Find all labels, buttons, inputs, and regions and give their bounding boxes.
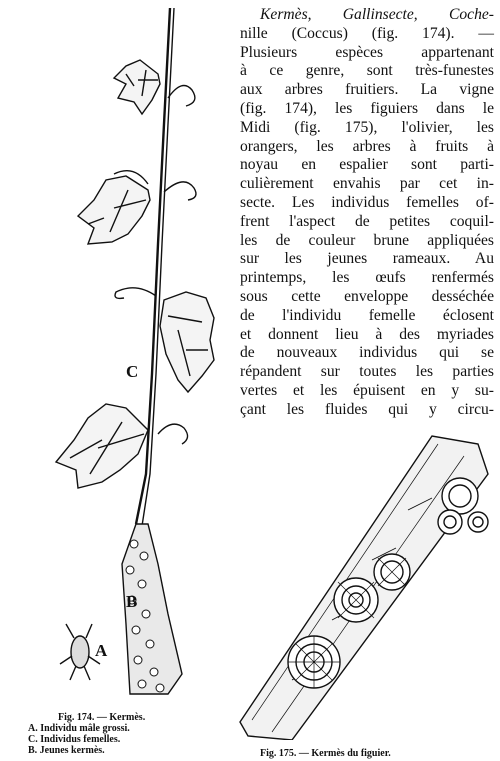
figure-174-caption-line-b: B. Jeunes kermès. xyxy=(28,745,105,756)
body-line: de l'individu femelle éclosent xyxy=(240,306,494,324)
figure-label-a: A xyxy=(95,641,108,660)
body-line: vertes et les épuisent en y su- xyxy=(240,381,494,399)
body-line: les de couleur brune appliquées xyxy=(240,231,494,249)
body-line: sur les jeunes rameaux. Au xyxy=(240,250,494,268)
body-line: frent l'aspect de petites coquil- xyxy=(240,212,494,230)
body-line: Plusieurs espèces appartenant xyxy=(240,43,494,61)
body-line: répandent sur toutes les parties xyxy=(240,363,494,381)
fig-branch-illustration xyxy=(232,430,494,740)
body-line: et donnent lieu à des myriades xyxy=(240,325,494,343)
body-line: (fig. 174), les figuiers dans le xyxy=(240,99,494,117)
body-line: noyau en espalier sont parti- xyxy=(240,156,494,174)
body-line: Midi (fig. 175), l'olivier, les xyxy=(240,118,494,136)
article-body xyxy=(240,6,494,420)
body-line: sous cette enveloppe desséchée xyxy=(240,287,494,305)
body-line: aux arbres fruitiers. La vigne xyxy=(240,81,494,99)
figure-174-caption-title: Fig. 174. — Kermès. xyxy=(58,712,146,723)
body-line: çant les fluides qui y circu- xyxy=(240,400,494,418)
body-line: Kermès, Gallinsecte, Coche- xyxy=(260,6,494,23)
figure-174-caption-line-c: C. Individus femelles. xyxy=(28,734,121,745)
figure-174-caption-line-a: A. Individu mâle grossi. xyxy=(28,723,130,734)
body-line: secte. Les individus femelles of- xyxy=(240,193,494,211)
body-line: culièrement envahis par cet in- xyxy=(240,175,494,193)
body-line: nille (Coccus) (fig. 174). — xyxy=(240,24,494,42)
figure-label-c: C xyxy=(126,362,139,381)
figure-174-caption xyxy=(28,712,228,756)
body-line: de nouveaux individus qui se xyxy=(240,344,494,362)
vine-branch-illustration xyxy=(18,4,228,716)
body-line: à ce genre, sont très-funestes xyxy=(240,62,494,80)
body-line: printemps, les œufs renfermés xyxy=(240,269,494,287)
figure-label-b: B xyxy=(126,592,138,611)
body-line: orangers, les arbres à fruits à xyxy=(240,137,494,155)
figure-175-caption: Fig. 175. — Kermès du figuier. xyxy=(260,748,391,759)
